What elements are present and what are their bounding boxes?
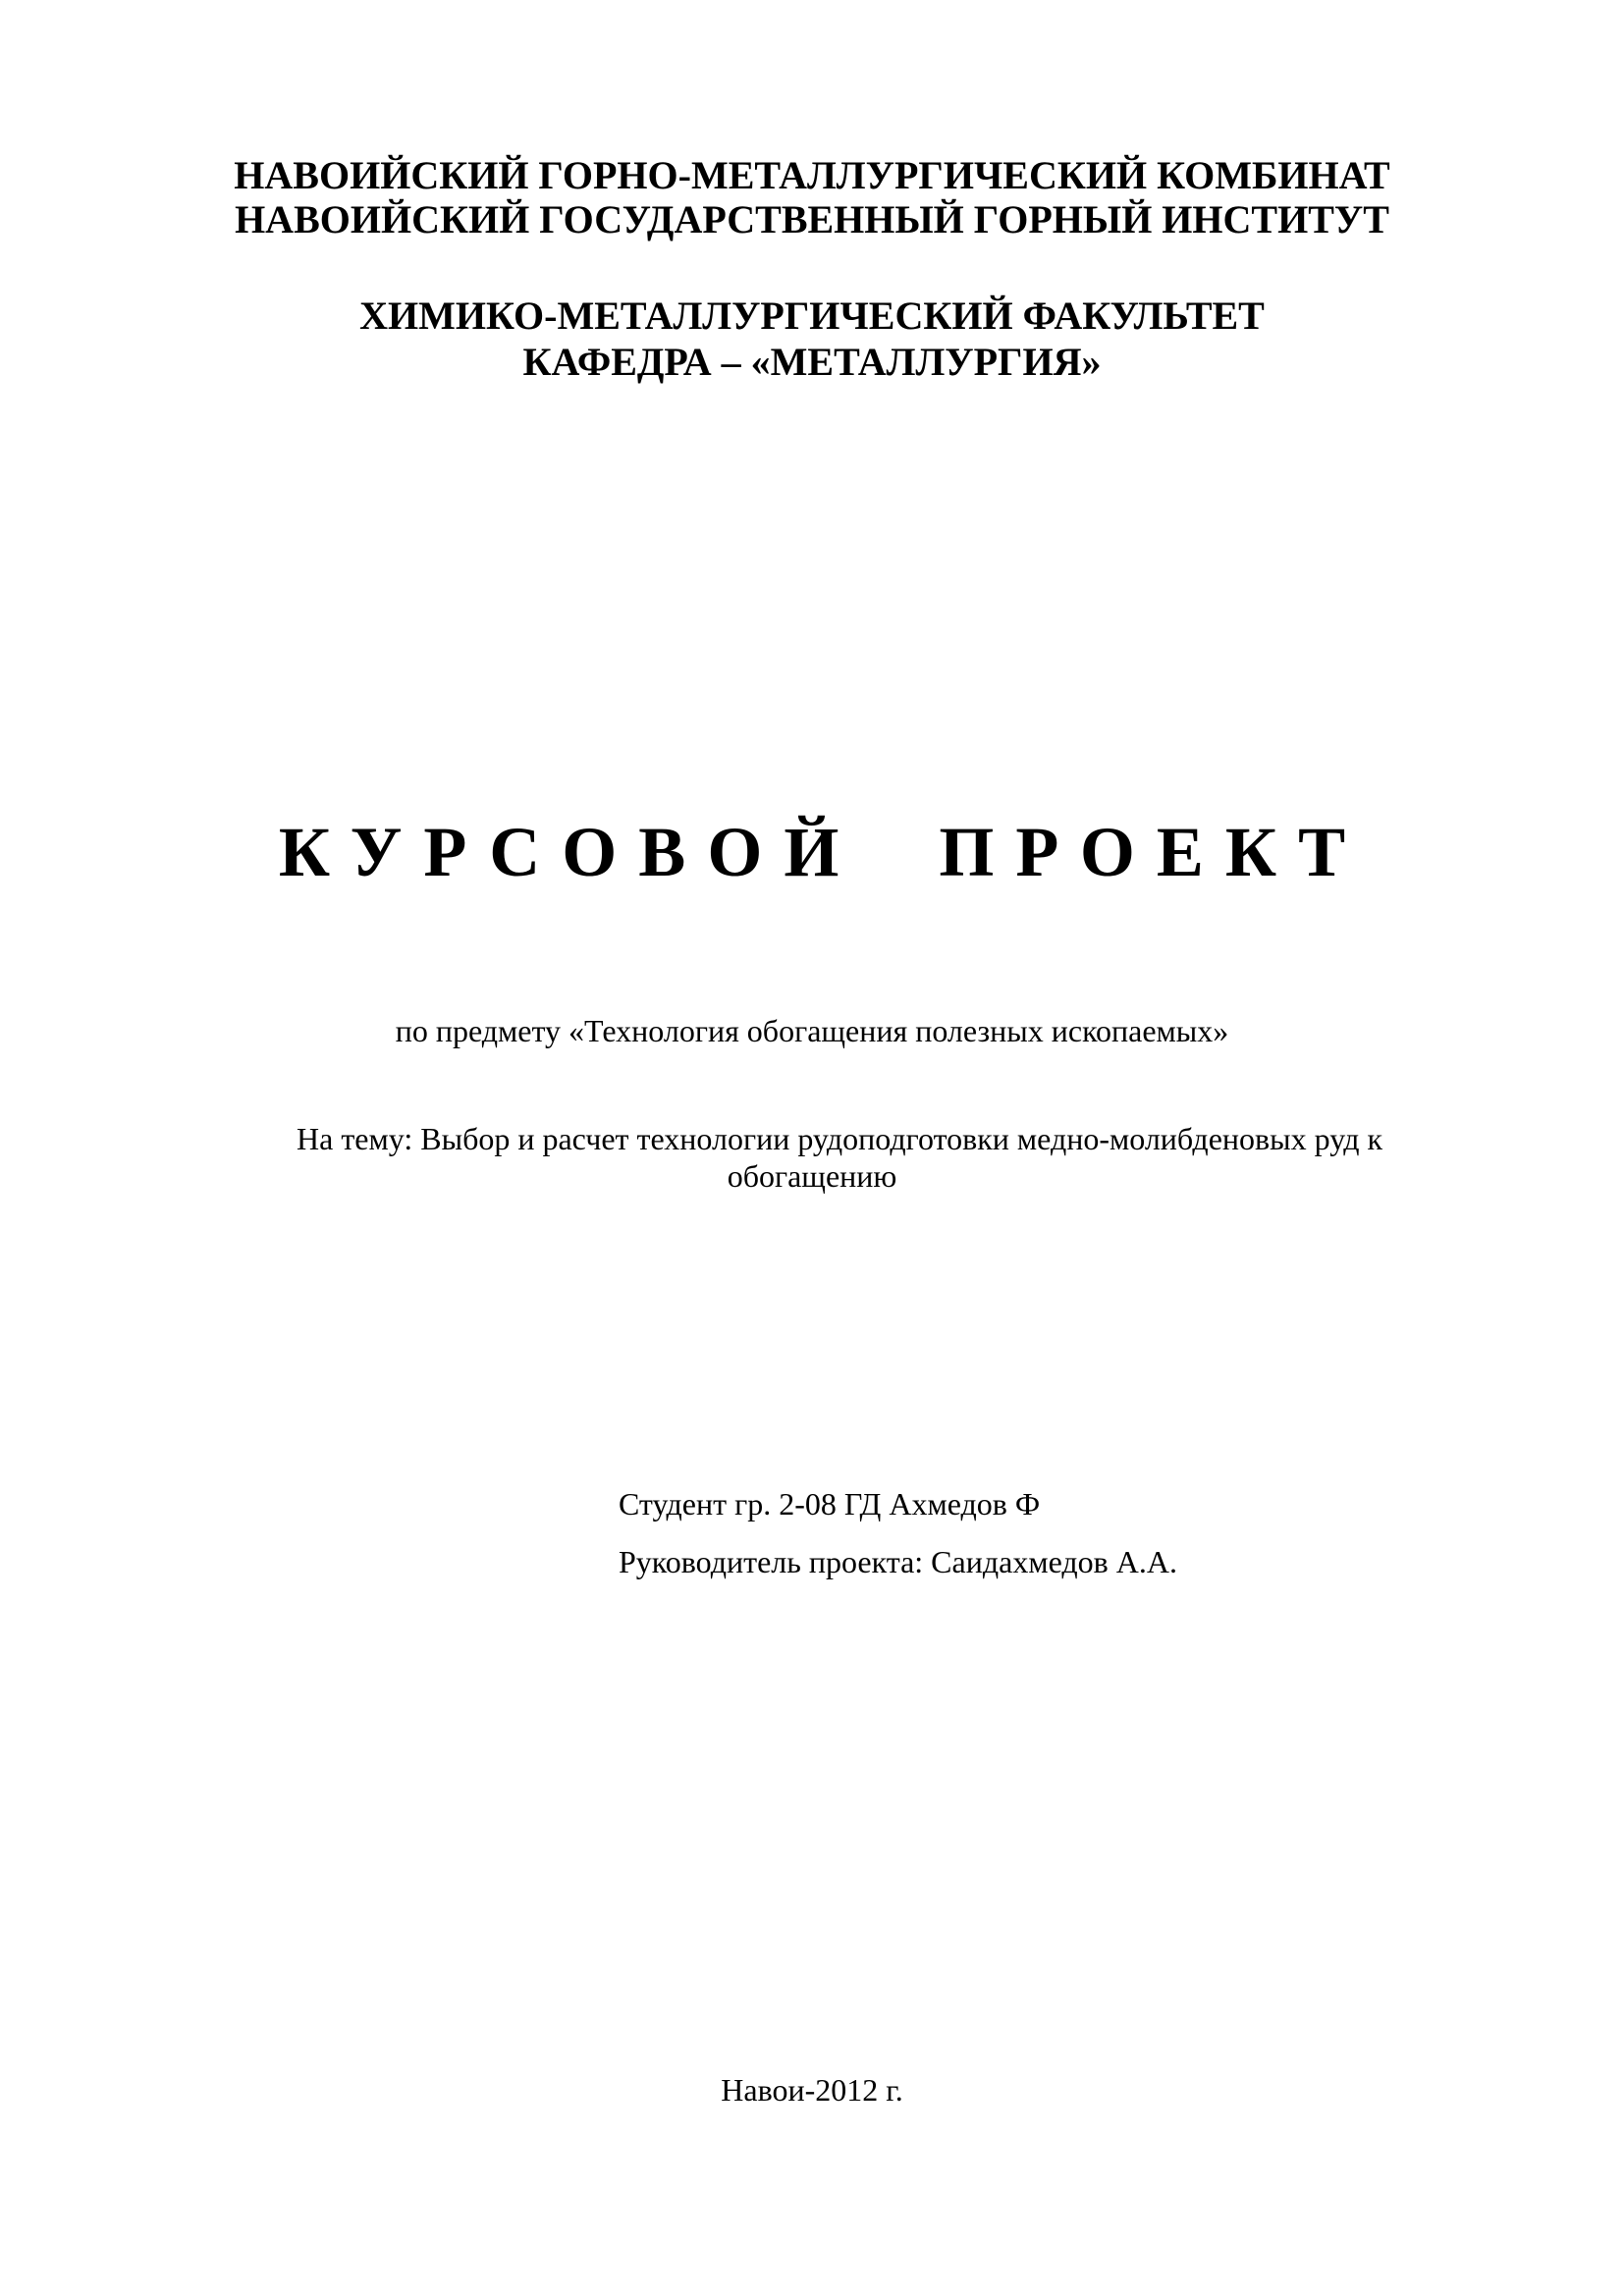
topic-line-1: На тему: Выбор и расчет технологии рудоподготовки медно-молибденовых руд к [297,1121,1383,1156]
faculty-name: ХИМИКО-МЕТАЛЛУРГИЧЕСКИЙ ФАКУЛЬТЕТ [359,294,1265,338]
student-credit: Студент гр. 2-08 ГД Ахмедов Ф [619,1486,1041,1522]
department-name: КАФЕДРА – «МЕТАЛЛУРГИЯ» [522,340,1102,384]
topic-line-2: обогащению [727,1158,897,1194]
place-and-year: Навои-2012 г. [721,2072,903,2108]
organization-line-2: НАВОИЙСКИЙ ГОСУДАРСТВЕННЫЙ ГОРНЫЙ ИНСТИТУТ [235,197,1389,241]
document-title: КУРСОВОЙ ПРОЕКТ [278,813,1368,891]
supervisor-credit: Руководитель проекта: Саидахмедов А.А. [619,1544,1177,1579]
subject-line: по предмету «Технология обогащения полезных ископаемых» [395,1013,1229,1048]
organization-line-1: НАВОИЙСКИЙ ГОРНО-МЕТАЛЛУРГИЧЕСКИЙ КОМБИНАТ [234,153,1390,197]
